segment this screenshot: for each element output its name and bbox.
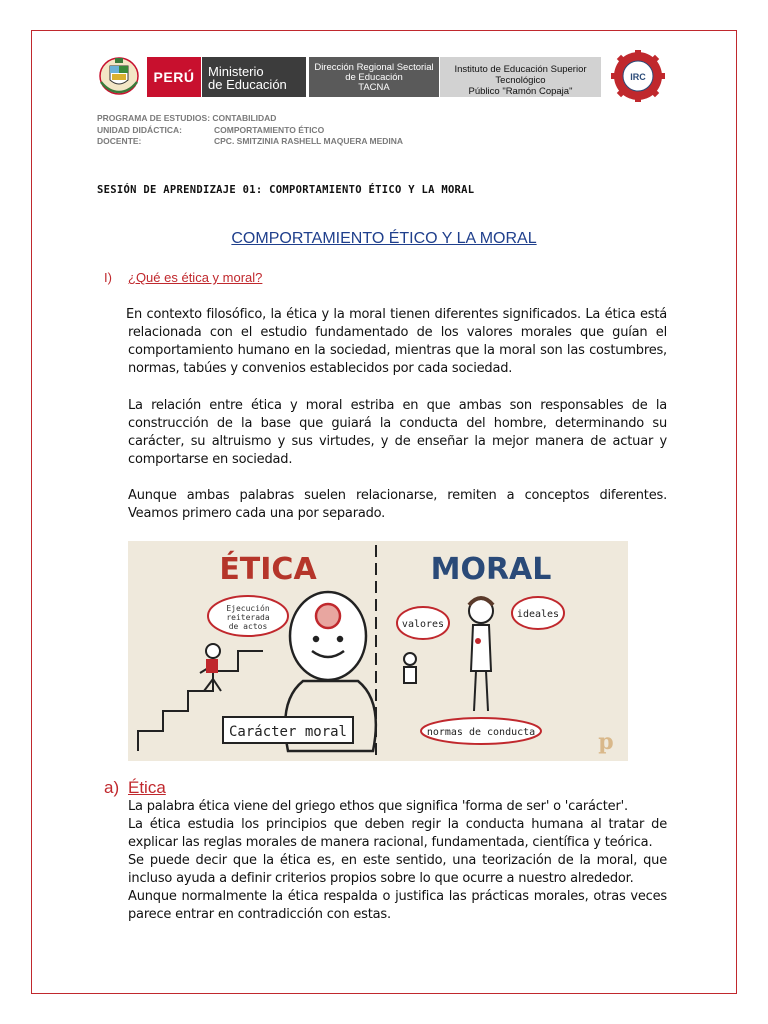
dre-line2: de Educación <box>345 72 403 83</box>
institute-gear-logo-icon <box>607 50 669 102</box>
normas-label: normas de conducta <box>426 727 536 738</box>
section-a-heading <box>104 778 166 798</box>
meta-programa: PROGRAMA DE ESTUDIOS: CONTABILIDAD <box>97 113 277 123</box>
meta-unidad <box>97 125 403 137</box>
dre-line3: TACNA <box>358 82 390 93</box>
etica-line-2: La ética estudia los principios que deben regir la conducta humana al tratar de explicar las reglas morales de manera racional, fundamentada, científica y teórica. <box>128 817 667 850</box>
small-person-icon <box>404 653 416 683</box>
dre-line1: Dirección Regional Sectorial <box>314 62 434 73</box>
paragraph-1: En contexto filosófico, la ética y la moral tienen diferentes significados. La ética está relacionada con el estudio fundamentado de los valores morales que guían el comportamiento humano en la sociedad, mientras que la moral son las costumbres, normas, tabúes y convenios establecidos por cada sociedad. <box>126 307 667 376</box>
etica-line-3: Se puede decir que la ética es, en este sentido, una teorización de la moral, que incluso ayuda a definir criterios propios sobre lo que ocurre a nuestro alrededor. <box>128 853 667 886</box>
institute-label <box>440 57 601 97</box>
section-a-title: Ética <box>128 778 166 797</box>
bubble-line2: reiterada <box>226 613 270 622</box>
institute-line1: Instituto de Educación Superior Tecnológico <box>454 64 587 86</box>
main-title <box>0 230 768 248</box>
valores-label: valores <box>401 619 445 630</box>
ministry-line1: Ministerio <box>208 64 264 79</box>
paragraph-3: Aunque ambas palabras suelen relacionarse, remiten a conceptos diferentes. Veamos primero cada una por separado. <box>128 488 667 521</box>
meta-unidad-value: COMPORTAMIENTO ÉTICO <box>214 124 325 135</box>
session-title: SESIÓN DE APRENDIZAJE 01: COMPORTAMIENTO ÉTICO Y LA MORAL <box>97 184 475 196</box>
meta-docente-value: CPC. SMITZINIA RASHELL MAQUERA MEDINA <box>214 136 404 146</box>
institute-line2: Público "Ramón Copaja" <box>468 86 573 97</box>
gear-logo-text: IRC <box>630 72 646 82</box>
section1-heading <box>104 270 262 285</box>
illustration-svg <box>128 541 628 761</box>
meta-docente-key: DOCENTE: <box>97 136 142 146</box>
paragraph-2: La relación entre ética y moral estriba en que ambas son responsables de la construcción de la base que guiará la conducta del hombre, determinando su carácter, su altruismo y sus virtudes, y de enseñar la mejor manera de actuar y comportarse en sociedad. <box>128 398 667 467</box>
bubble-line1: Ejecución <box>226 604 270 613</box>
meta-docente <box>97 136 403 148</box>
main-title-text: COMPORTAMIENTO ÉTICO Y LA MORAL <box>231 230 537 247</box>
caracter-label: Carácter moral <box>228 724 348 740</box>
ministry-label <box>202 57 306 97</box>
etica-title: ÉTICA <box>219 552 317 587</box>
section-a-number: a) <box>104 778 120 797</box>
etica-line-1: La palabra ética viene del griego ethos que significa 'forma de ser' o 'carácter'. <box>128 799 628 814</box>
etica-moral-illustration <box>128 541 628 761</box>
ministry-line2: de Educación <box>208 77 287 92</box>
course-meta <box>97 113 403 148</box>
etica-line-4: Aunque normalmente la ética respalda o justifica las prácticas morales, otras veces parece entrar en contradicción con estas. <box>128 889 667 922</box>
meta-unidad-key: UNIDAD DIDÁCTICA: <box>97 124 182 135</box>
watermark-logo: p <box>598 729 614 755</box>
moral-title: MORAL <box>430 552 552 587</box>
bubble-line3: de actos <box>228 622 268 631</box>
dre-label <box>309 57 439 97</box>
peru-label: PERÚ <box>147 57 201 97</box>
etica-body <box>128 798 667 924</box>
section1-number: I) <box>104 270 112 285</box>
ideales-label: ideales <box>516 609 560 620</box>
section1-title: ¿Qué es ética y moral? <box>128 270 263 285</box>
peru-coat-of-arms-icon <box>96 52 142 98</box>
